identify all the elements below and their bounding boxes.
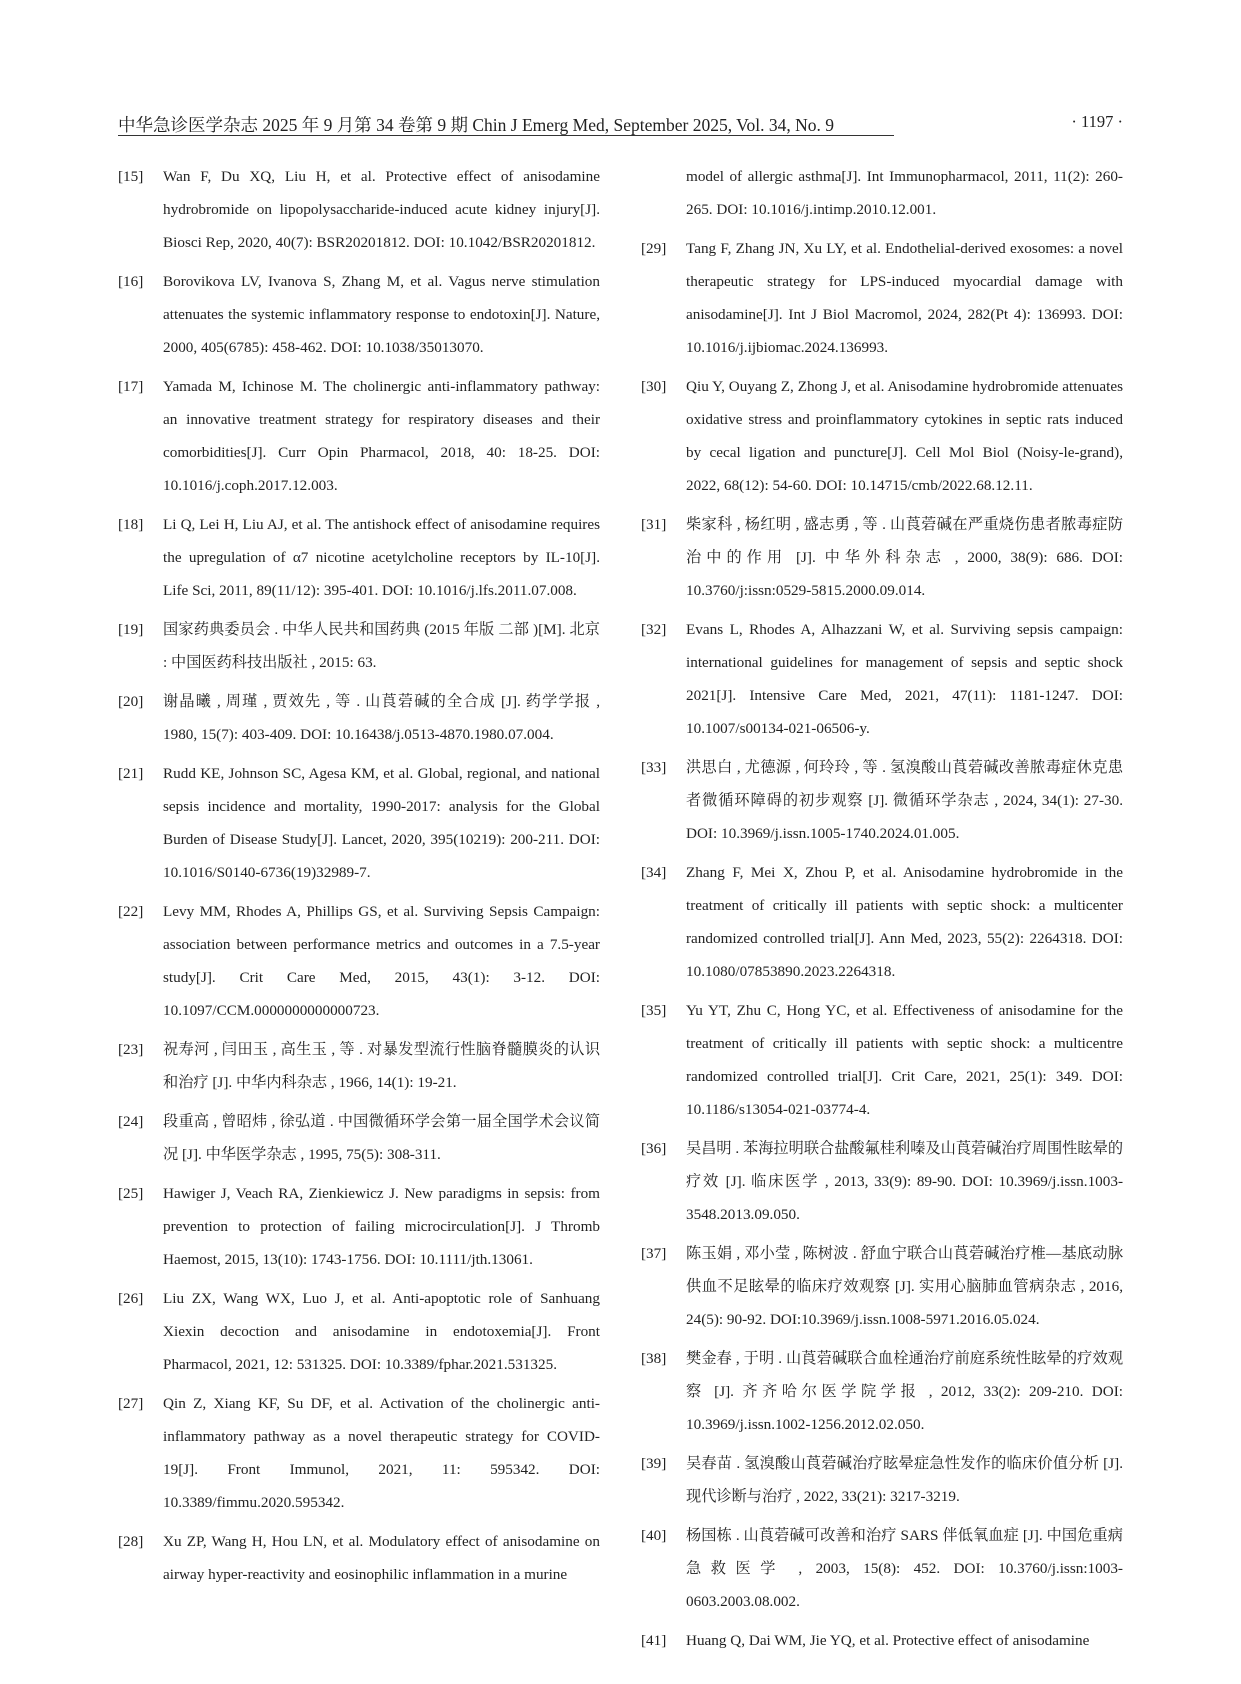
- reference-number: [18]: [118, 516, 144, 533]
- reference-text: Qiu Y, Ouyang Z, Zhong J, et al. Anisodamine hydrobromide attenuates oxidative stress and proinflammatory cytokines in septic rats induced by cecal ligation and puncture[J]. Cell Mol Biol (Noisy-le-grand), 2022, 68(12): 54-60. DOI: 10.14715/cmb/2022.68.12.11.: [686, 378, 1123, 494]
- reference-item: [118, 895, 600, 1027]
- reference-text: Hawiger J, Veach RA, Zienkiewicz J. New paradigms in sepsis: from prevention to protection of failing microcirculation[J]. J Thromb Haemost, 2015, 13(10): 1743-1756. DOI: 10.1111/jth.13061.: [163, 1185, 600, 1268]
- reference-item: [118, 160, 600, 259]
- running-header: [118, 112, 1123, 134]
- reference-item: [118, 1525, 600, 1591]
- reference-item: [118, 265, 600, 364]
- reference-text: Qin Z, Xiang KF, Su DF, et al. Activation of the cholinergic anti-inflammatory pathway as a novel therapeutic strategy for COVID-19[J]. Front Immunol, 2021, 11: 595342. DOI: 10.3389/fimmu.2020.595342.: [163, 1395, 600, 1511]
- reference-item: [641, 1624, 1123, 1657]
- reference-item: [118, 370, 600, 502]
- reference-text: Levy MM, Rhodes A, Phillips GS, et al. Surviving Sepsis Campaign: association between performance metrics and outcomes in a 7.5-year study[J]. Crit Care Med, 2015, 43(1): 3-12. DOI: 10.1097/CCM.0000000000000723.: [163, 903, 600, 1019]
- reference-item: [118, 1033, 600, 1099]
- reference-item: [118, 685, 600, 751]
- reference-number: [36]: [641, 1140, 667, 1157]
- reference-column-right: [641, 160, 1123, 1663]
- reference-text: 吴春苗 . 氢溴酸山莨菪碱治疗眩晕症急性发作的临床价值分析 [J]. 现代诊断与治疗 , 2022, 33(21): 3217-3219.: [686, 1455, 1123, 1505]
- reference-item: [118, 757, 600, 889]
- reference-text: Evans L, Rhodes A, Alhazzani W, et al. Surviving sepsis campaign: international guidelines for management of sepsis and septic shock 2021[J]. Intensive Care Med, 2021, 47(11): 1181-1247. DOI: 10.1007/s00134-021-06506-y.: [686, 621, 1123, 737]
- reference-number: [23]: [118, 1041, 144, 1058]
- reference-continuation: [641, 160, 1123, 226]
- reference-item: [118, 1387, 600, 1519]
- reference-number: [35]: [641, 1002, 667, 1019]
- page-number: · 1197 ·: [1071, 112, 1123, 131]
- reference-text: Yamada M, Ichinose M. The cholinergic anti-inflammatory pathway: an innovative treatment strategy for respiratory diseases and their comorbidities[J]. Curr Opin Pharmacol, 2018, 40: 18-25. DOI: 10.1016/j.coph.2017.12.003.: [163, 378, 600, 494]
- reference-item: [641, 1447, 1123, 1513]
- reference-text: 国家药典委员会 . 中华人民共和国药典 (2015 年版 二部 )[M]. 北京 : 中国医药科技出版社 , 2015: 63.: [163, 621, 600, 671]
- reference-number: [33]: [641, 759, 667, 776]
- reference-number: [15]: [118, 168, 144, 185]
- reference-text: 杨国栋 . 山莨菪碱可改善和治疗 SARS 伴低氧血症 [J]. 中国危重病急救医学 , 2003, 15(8): 452. DOI: 10.3760/j.issn:1003-0603.2003.08.002.: [686, 1527, 1123, 1610]
- reference-text: 祝寿河 , 闫田玉 , 高生玉 , 等 . 对暴发型流行性脑脊髓膜炎的认识和治疗 [J]. 中华内科杂志 , 1966, 14(1): 19-21.: [163, 1041, 600, 1091]
- reference-text: Li Q, Lei H, Liu AJ, et al. The antishock effect of anisodamine requires the upregulation of α7 nicotine acetylcholine receptors by IL-10[J]. Life Sci, 2011, 89(11/12): 395-401. DOI: 10.1016/j.lfs.2011.07.008.: [163, 516, 600, 599]
- reference-text: model of allergic asthma[J]. Int Immunopharmacol, 2011, 11(2): 260-265. DOI: 10.1016/j.intimp.2010.12.001.: [686, 168, 1123, 218]
- reference-text: 柴家科 , 杨红明 , 盛志勇 , 等 . 山莨菪碱在严重烧伤患者脓毒症防治中的作用 [J]. 中华外科杂志 , 2000, 38(9): 686. DOI: 10.3760/j:issn:0529-5815.2000.09.014.: [686, 516, 1123, 599]
- reference-item: [118, 508, 600, 607]
- reference-number: [24]: [118, 1113, 144, 1130]
- reference-text: Wan F, Du XQ, Liu H, et al. Protective effect of anisodamine hydrobromide on lipopolysaccharide-induced acute kidney injury[J]. Biosci Rep, 2020, 40(7): BSR20201812. DOI: 10.1042/BSR20201812.: [163, 168, 600, 251]
- reference-text: Yu YT, Zhu C, Hong YC, et al. Effectiveness of anisodamine for the treatment of critically ill patients with septic shock: a multicentre randomized controlled trial[J]. Crit Care, 2021, 25(1): 349. DOI: 10.1186/s13054-021-03774-4.: [686, 1002, 1123, 1118]
- reference-text: Zhang F, Mei X, Zhou P, et al. Anisodamine hydrobromide in the treatment of critically ill patients with septic shock: a multicenter randomized controlled trial[J]. Ann Med, 2023, 55(2): 2264318. DOI: 10.1080/07853890.2023.2264318.: [686, 864, 1123, 980]
- reference-item: [641, 856, 1123, 988]
- reference-item: [641, 232, 1123, 364]
- reference-item: [641, 1519, 1123, 1618]
- reference-text: Huang Q, Dai WM, Jie YQ, et al. Protective effect of anisodamine: [686, 1632, 1090, 1649]
- reference-item: [118, 1282, 600, 1381]
- reference-number: [26]: [118, 1290, 144, 1307]
- reference-item: [641, 1342, 1123, 1441]
- reference-item: [641, 613, 1123, 745]
- reference-text: Tang F, Zhang JN, Xu LY, et al. Endothelial-derived exosomes: a novel therapeutic strategy for LPS-induced myocardial damage with anisodamine[J]. Int J Biol Macromol, 2024, 282(Pt 4): 136993. DOI: 10.1016/j.ijbiomac.2024.136993.: [686, 240, 1123, 356]
- reference-number: [19]: [118, 621, 144, 638]
- reference-item: [641, 751, 1123, 850]
- reference-column-left: [118, 160, 600, 1597]
- reference-number: [41]: [641, 1632, 667, 1649]
- reference-text: 谢晶曦 , 周瑾 , 贾效先 , 等 . 山莨菪碱的全合成 [J]. 药学学报 , 1980, 15(7): 403-409. DOI: 10.16438/j.0513-4870.1980.07.004.: [163, 693, 600, 743]
- reference-number: [39]: [641, 1455, 667, 1472]
- reference-number: [25]: [118, 1185, 144, 1202]
- reference-number: [27]: [118, 1395, 144, 1412]
- reference-text: Borovikova LV, Ivanova S, Zhang M, et al. Vagus nerve stimulation attenuates the systemic inflammatory response to endotoxin[J]. Nature, 2000, 405(6785): 458-462. DOI: 10.1038/35013070.: [163, 273, 600, 356]
- reference-text: 吴昌明 . 苯海拉明联合盐酸氟桂利嗪及山莨菪碱治疗周围性眩晕的疗效 [J]. 临床医学 , 2013, 33(9): 89-90. DOI: 10.3969/j.issn.1003-3548.2013.09.050.: [686, 1140, 1123, 1223]
- reference-item: [641, 1237, 1123, 1336]
- reference-number: [22]: [118, 903, 144, 920]
- journal-citation-header: 中华急诊医学杂志 2025 年 9 月第 34 卷第 9 期 Chin J Emerg Med, September 2025, Vol. 34, No. 9: [118, 115, 835, 135]
- reference-number: [40]: [641, 1527, 667, 1544]
- reference-item: [641, 994, 1123, 1126]
- reference-item: [641, 508, 1123, 607]
- reference-text: 陈玉娟 , 邓小莹 , 陈树波 . 舒血宁联合山莨菪碱治疗椎—基底动脉供血不足眩晕的临床疗效观察 [J]. 实用心脑肺血管病杂志 , 2016, 24(5): 90-92. DOI:10.3969/j.issn.1008-5971.2016.05.024.: [686, 1245, 1123, 1328]
- reference-number: [21]: [118, 765, 144, 782]
- reference-number: [17]: [118, 378, 144, 395]
- reference-number: [32]: [641, 621, 667, 638]
- reference-number: [16]: [118, 273, 144, 290]
- reference-number: [20]: [118, 693, 144, 710]
- reference-number: [34]: [641, 864, 667, 881]
- reference-number: [37]: [641, 1245, 667, 1262]
- reference-number: [38]: [641, 1350, 667, 1367]
- reference-item: [118, 1105, 600, 1171]
- reference-text: Rudd KE, Johnson SC, Agesa KM, et al. Global, regional, and national sepsis incidence and mortality, 1990-2017: analysis for the Global Burden of Disease Study[J]. Lancet, 2020, 395(10219): 200-211. DOI: 10.1016/S0140-6736(19)32989-7.: [163, 765, 600, 881]
- reference-text: Liu ZX, Wang WX, Luo J, et al. Anti-apoptotic role of Sanhuang Xiexin decoction and anisodamine in endotoxemia[J]. Front Pharmacol, 2021, 12: 531325. DOI: 10.3389/fphar.2021.531325.: [163, 1290, 600, 1373]
- reference-number: [28]: [118, 1533, 144, 1550]
- reference-text: Xu ZP, Wang H, Hou LN, et al. Modulatory effect of anisodamine on airway hyper-reactivity and eosinophilic inflammation in a murine: [163, 1533, 600, 1583]
- reference-number: [29]: [641, 240, 667, 257]
- reference-number: [30]: [641, 378, 667, 395]
- reference-item: [641, 370, 1123, 502]
- header-underline: [118, 135, 894, 136]
- reference-text: 樊金春 , 于明 . 山莨菪碱联合血栓通治疗前庭系统性眩晕的疗效观察 [J]. 齐齐哈尔医学院学报 , 2012, 33(2): 209-210. DOI: 10.3969/j.issn.1002-1256.2012.02.050.: [686, 1350, 1123, 1433]
- reference-text: 段重高 , 曾昭炜 , 徐弘道 . 中国微循环学会第一届全国学术会议简况 [J]. 中华医学杂志 , 1995, 75(5): 308-311.: [163, 1113, 600, 1163]
- reference-item: [118, 613, 600, 679]
- reference-text: 洪思白 , 尤德源 , 何玲玲 , 等 . 氢溴酸山莨菪碱改善脓毒症休克患者微循环障碍的初步观察 [J]. 微循环学杂志 , 2024, 34(1): 27-30. DOI: 10.3969/j.issn.1005-1740.2024.01.005.: [686, 759, 1123, 842]
- reference-item: [118, 1177, 600, 1276]
- reference-item: [641, 1132, 1123, 1231]
- reference-number: [31]: [641, 516, 667, 533]
